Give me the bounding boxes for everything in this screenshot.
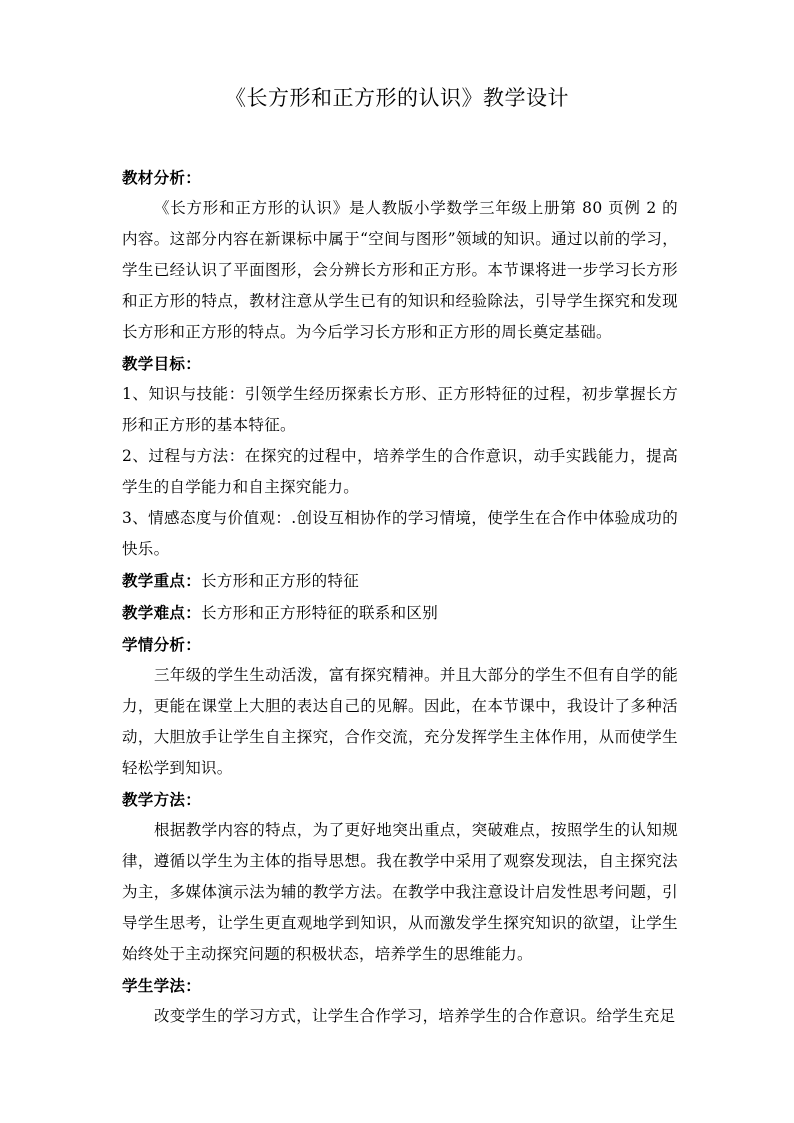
teaching-key-point-text: 长方形和正方形的特征	[201, 572, 360, 590]
goal-item-2: 2、过程与方法：在探究的过程中，培养学生的合作意识，动手实践能力，提高学生的自学能力和自主探究能力。	[122, 447, 678, 496]
document-title: 《长方形和正方形的认识》教学设计	[225, 86, 569, 110]
goal-item-3: 3、情感态度与价值观：.创设互相协作的学习情境，使学生在合作中体验成功的快乐。	[122, 509, 678, 558]
heading-learner-analysis: 学情分析：	[122, 635, 202, 654]
teaching-difficulty	[122, 597, 678, 629]
paragraph-material-analysis: 《长方形和正方形的认识》是人教版小学数学三年级上册第 80 页例 2 的内容。这部分内容在新课标中属于“空间与图形”领域的知识。通过以前的学习，学生已经认识了平面图形，会分辨长方形和正方形。本节课将进一步学习长方形和正方形的特点，教材注意从学生已有的知识和经验除法，引导学生探究和发现长方形和正方形的特点。为今后学习长方形和正方形的周长奠定基础。	[122, 199, 678, 341]
paragraph-learner-analysis: 三年级的学生生动活泼，富有探究精神。并且大部分的学生不但有自学的能力，更能在课堂上大胆的表达自己的见解。因此，在本节课中，我设计了多种活动，大胆放手让学生自主探究，合作交流，充分发挥学生主体作用，从而使学生轻松学到知识。	[122, 666, 678, 777]
teaching-key-point-label: 教学重点：	[122, 571, 202, 590]
heading-teaching-goals: 教学目标：	[122, 354, 202, 373]
teaching-key-point	[122, 565, 678, 597]
document-body	[122, 162, 678, 1032]
teaching-difficulty-label: 教学难点：	[122, 603, 202, 622]
paragraph-teaching-methods: 根据教学内容的特点，为了更好地突出重点，突破难点，按照学生的认知规律，遵循以学生为主体的指导思想。我在教学中采用了观察发现法，自主探究法为主，多媒体演示法为辅的教学方法。在教学中我注意设计启发性思考问题，引导学生思考，让学生更直观地学到知识，从而激发学生探究知识的欲望，让学生始终处于主动探究问题的积极状态，培养学生的思维能力。	[122, 821, 678, 963]
goal-item-1: 1、知识与技能：引领学生经历探索长方形、正方形特征的过程，初步掌握长方形和正方形的基本特征。	[122, 385, 678, 434]
paragraph-study-methods: 改变学生的学习方式，让学生合作学习，培养学生的合作意识。给学生充足	[154, 1007, 676, 1025]
heading-study-methods: 学生学法：	[122, 976, 202, 995]
teaching-difficulty-text: 长方形和正方形特征的联系和区别	[201, 604, 439, 622]
heading-teaching-methods: 教学方法：	[122, 790, 202, 809]
heading-material-analysis: 教材分析：	[122, 168, 202, 187]
